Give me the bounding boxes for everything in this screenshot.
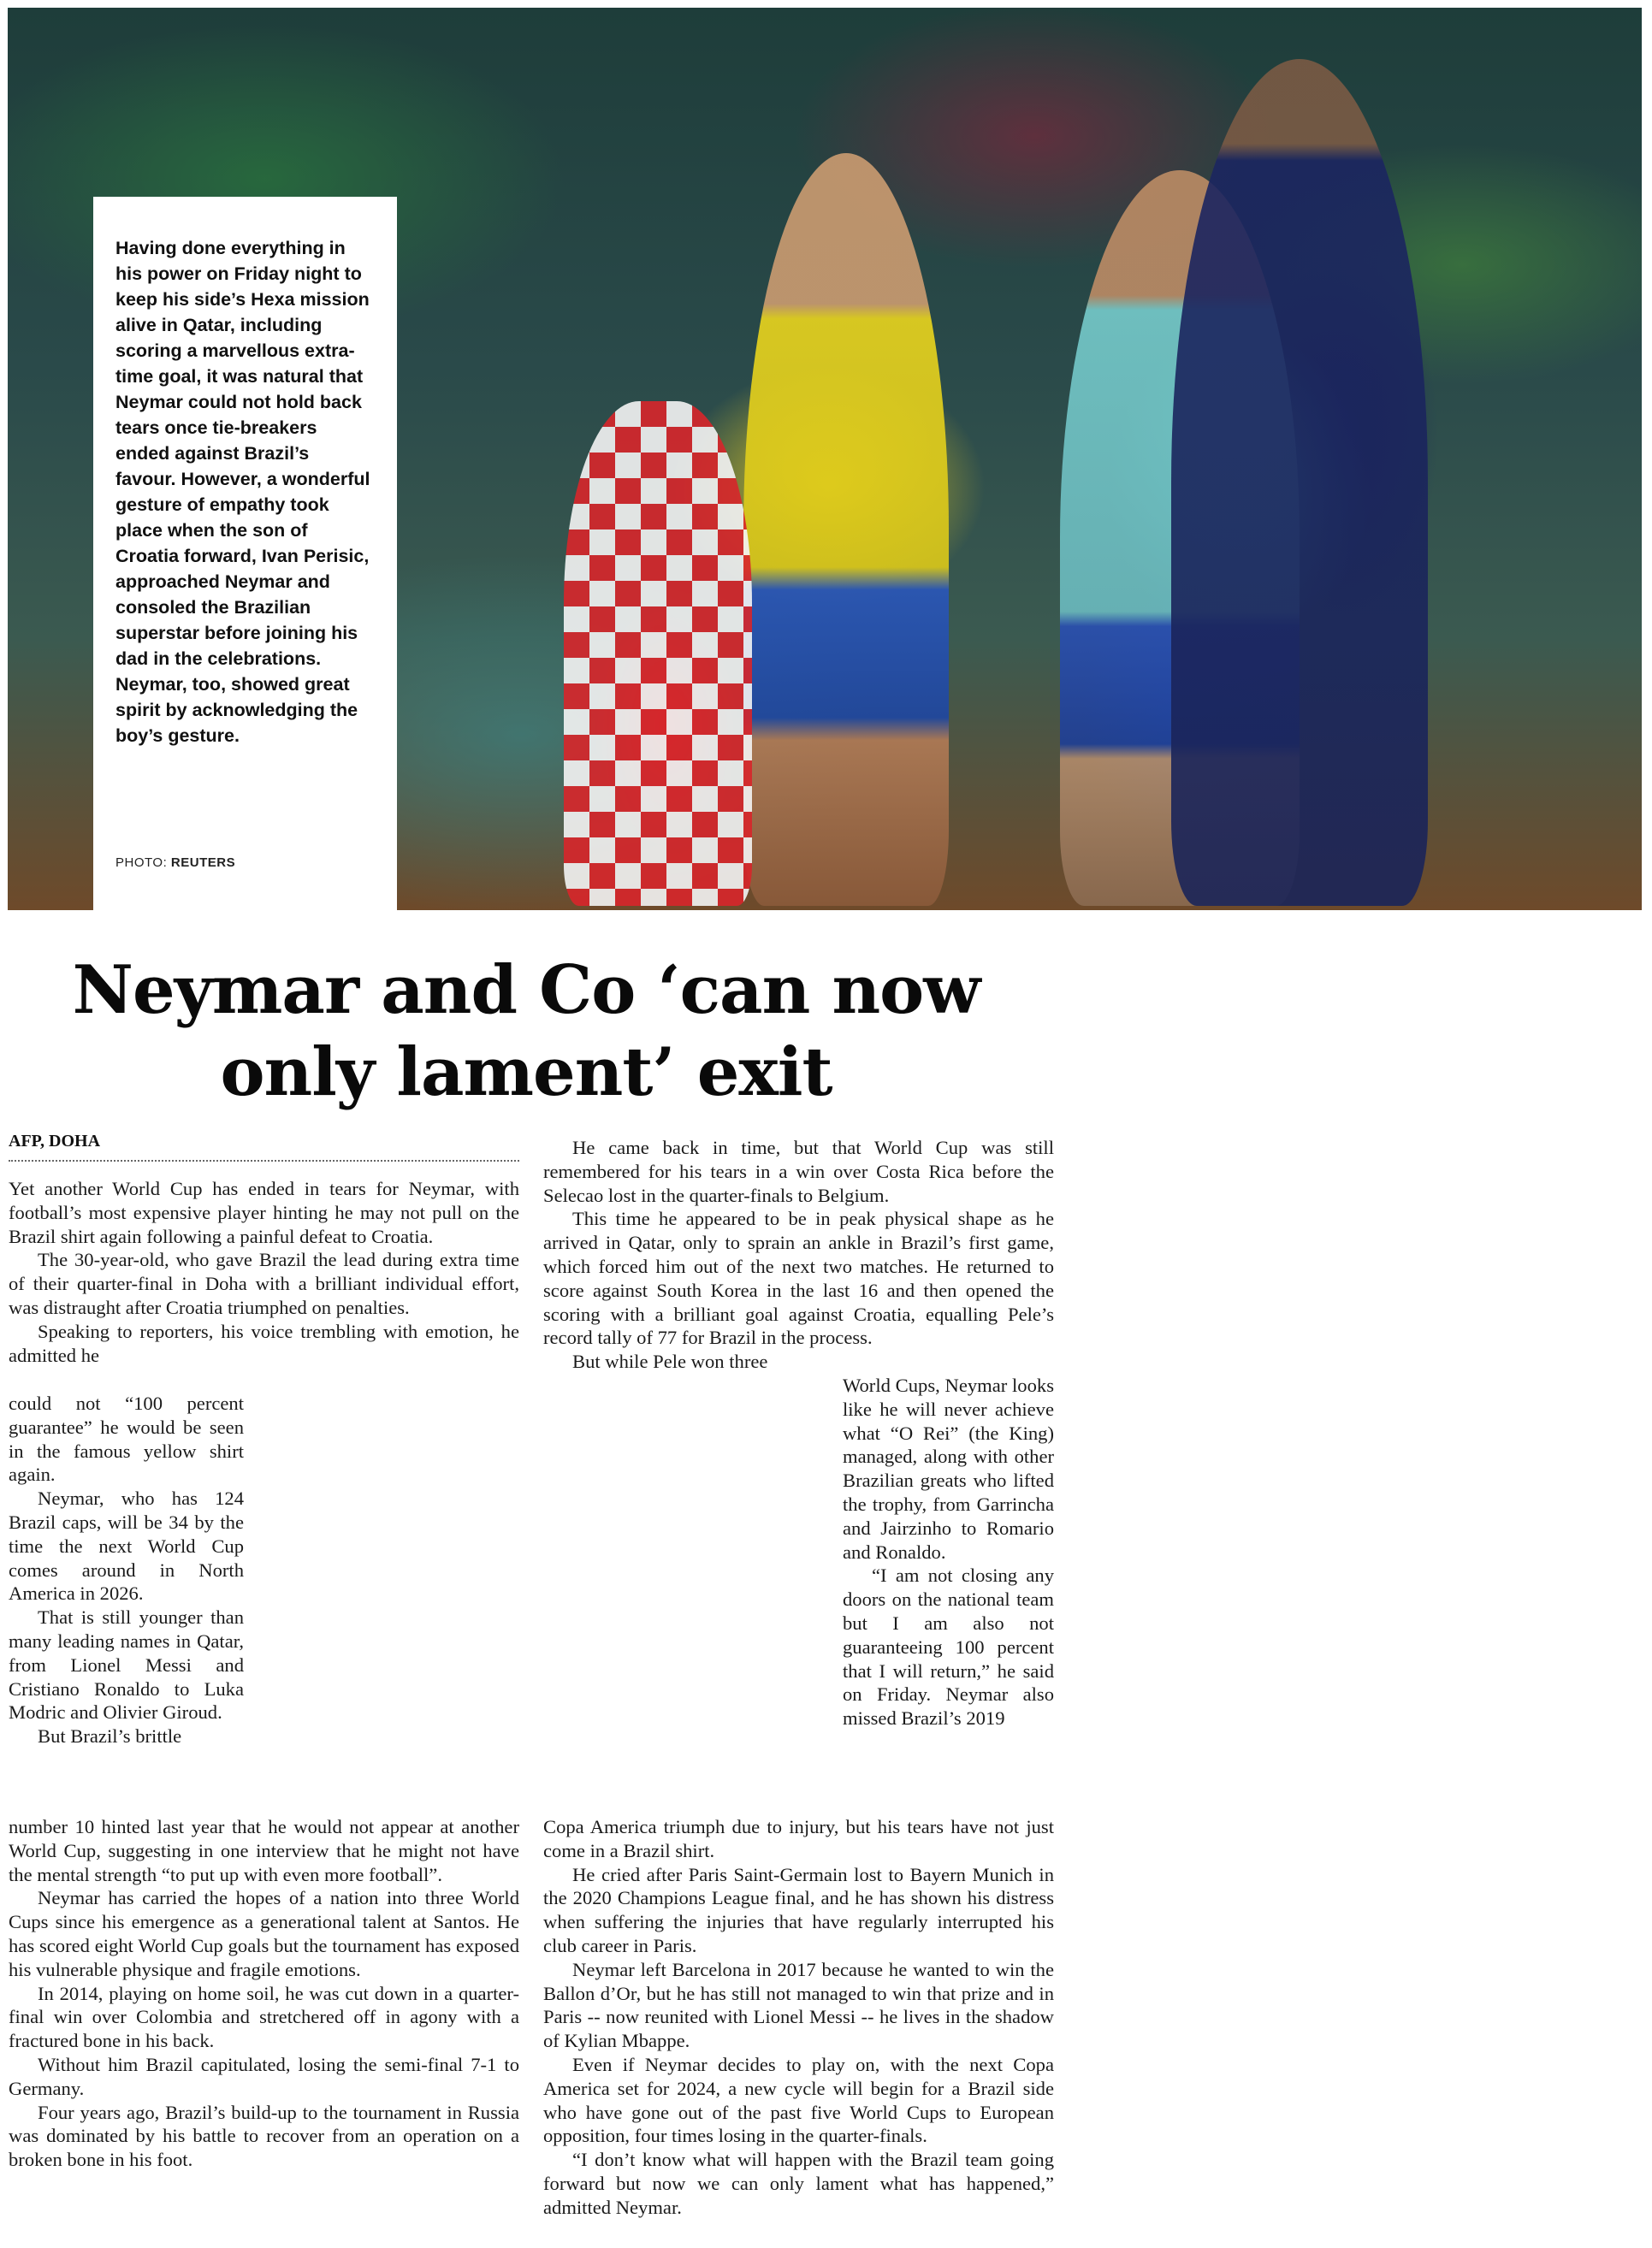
article-column-1 (9, 1177, 519, 1367)
paragraph: Neymar, who has 124 Brazil caps, will be 34 by the time the next World Cup comes around in North America in 2026. (9, 1488, 244, 1605)
paragraph: Yet another World Cup has ended in tears for Neymar, with football’s most expensive player hinting he may not pull on the Brazil shirt again following a painful defeat to Croatia. (9, 1178, 519, 1247)
paragraph: number 10 hinted last year that he would not appear at another World Cup, suggesting in one interview that he might not have the mental strength “to put up with even more football”. (9, 1816, 519, 1885)
photo-credit (115, 855, 235, 870)
paragraph: He cried after Paris Saint-Germain lost to Bayern Munich in the 2020 Champions League final, and he has shown his distress when suffering the injuries that have regularly interrupted his club career in Paris. (543, 1863, 1054, 1956)
photo-credit-prefix: PHOTO: (115, 855, 171, 870)
article-column-1-lower (9, 1815, 519, 2172)
headline-line-2: only lament’ exit (220, 1033, 832, 1111)
headline-line-1: Neymar and Co ‘can now (72, 951, 980, 1029)
article-column-1-narrow (9, 1392, 244, 1748)
paragraph: In 2014, playing on home soil, he was cut down in a quarter-final win over Colombia and stretchered off in agony with a fractured bone in his back. (9, 1982, 519, 2052)
paragraph: World Cups, Neymar looks like he will never achieve what “O Rei” (the King) managed, along with other Brazilian greats who lifted the trophy, from Garrincha and Jairzinho to Romario and Ronaldo. (843, 1375, 1054, 1563)
photo-caption: Having done everything in his power on Friday night to keep his side’s Hexa mission alive in Qatar, including scoring a marvellous extra-time goal, it was natural that Neymar could not hold back tears once tie-breakers ended against Brazil’s favour. However, a wonderful gesture of empathy took place when the son of Croatia forward, Ivan Perisic, approached Neymar and consoled the Brazilian superstar before joining his dad in the celebrations. Neymar, too, showed great spirit by acknowledging the boy’s gesture. (115, 238, 370, 746)
paragraph: “I don’t know what will happen with the Brazil team going forward but now we can only lament what has happened,” admitted Neymar. (543, 2149, 1054, 2218)
photo-credit-source: REUTERS (170, 855, 236, 870)
article-column-2-lower (543, 1815, 1054, 2220)
child-figure (564, 401, 752, 906)
paragraph: Neymar has carried the hopes of a nation into three World Cups since his emergence as a generational talent at Santos. He has scored eight World Cup goals but the tournament has exposed his vulnerable physique and fragile emotions. (9, 1887, 519, 1980)
paragraph: He came back in time, but that World Cup was still remembered for his tears in a win over Costa Rica before the Selecao lost in the quarter-finals to Belgium. (543, 1137, 1054, 1206)
paragraph: Speaking to reporters, his voice trembling with emotion, he admitted he (9, 1320, 519, 1366)
paragraph: “I am not closing any doors on the national team but I am also not guaranteeing 100 percent that I will return,” he said on Friday. Neymar also missed Brazil’s 2019 (843, 1565, 1054, 1730)
paragraph: The 30-year-old, who gave Brazil the lead during extra time of their quarter-final in Doha with a brilliant individual effort, was distraught after Croatia triumphed on penalties. (9, 1249, 519, 1318)
paragraph: Even if Neymar decides to play on, with the next Copa America set for 2024, a new cycle will begin for a Brazil side who have gone out of the past five World Cups to European opposition, four times losing in the quarter-finals. (543, 2053, 1054, 2147)
paragraph: Copa America triumph due to injury, but his tears have not just come in a Brazil shirt. (543, 1816, 1054, 1861)
byline-divider (9, 1160, 519, 1162)
paragraph: But while Pele won three (572, 1351, 768, 1373)
paragraph: But Brazil’s brittle (38, 1725, 182, 1748)
staff-figure (1171, 59, 1428, 906)
byline: AFP, DOHA (9, 1132, 101, 1151)
article-column-2 (543, 1136, 1054, 1374)
headline (9, 949, 1044, 1114)
paragraph: That is still younger than many leading names in Qatar, from Lionel Messi and Cristiano Ronaldo to Luka Modric and Olivier Giroud. (9, 1606, 244, 1724)
paragraph: This time he appeared to be in peak physical shape as he arrived in Qatar, only to sprain an ankle in Brazil’s first game, which forced him out of the next two matches. He returned to score against South Korea in the last 16 and then opened the scoring with a brilliant goal against Croatia, equalling Pele’s record tally of 77 for Brazil in the process. (543, 1208, 1054, 1349)
paragraph: Four years ago, Brazil’s build-up to the tournament in Russia was dominated by his battle to recover from an operation on a broken bone in his foot. (9, 2101, 519, 2171)
paragraph: could not “100 percent guarantee” he would be seen in the famous yellow shirt again. (9, 1393, 244, 1486)
article-column-2-narrow (843, 1374, 1054, 1730)
news-photo (8, 8, 1642, 910)
paragraph: Without him Brazil capitulated, losing the semi-final 7-1 to Germany. (9, 2053, 519, 2099)
player-figure (743, 153, 949, 906)
caption-box (93, 197, 397, 910)
paragraph: Neymar left Barcelona in 2017 because he wanted to win the Ballon d’Or, but he has still not managed to win that prize and in Paris -- now reunited with Lionel Messi -- he lives in the shadow of Kylian Mbappe. (543, 1958, 1054, 2052)
